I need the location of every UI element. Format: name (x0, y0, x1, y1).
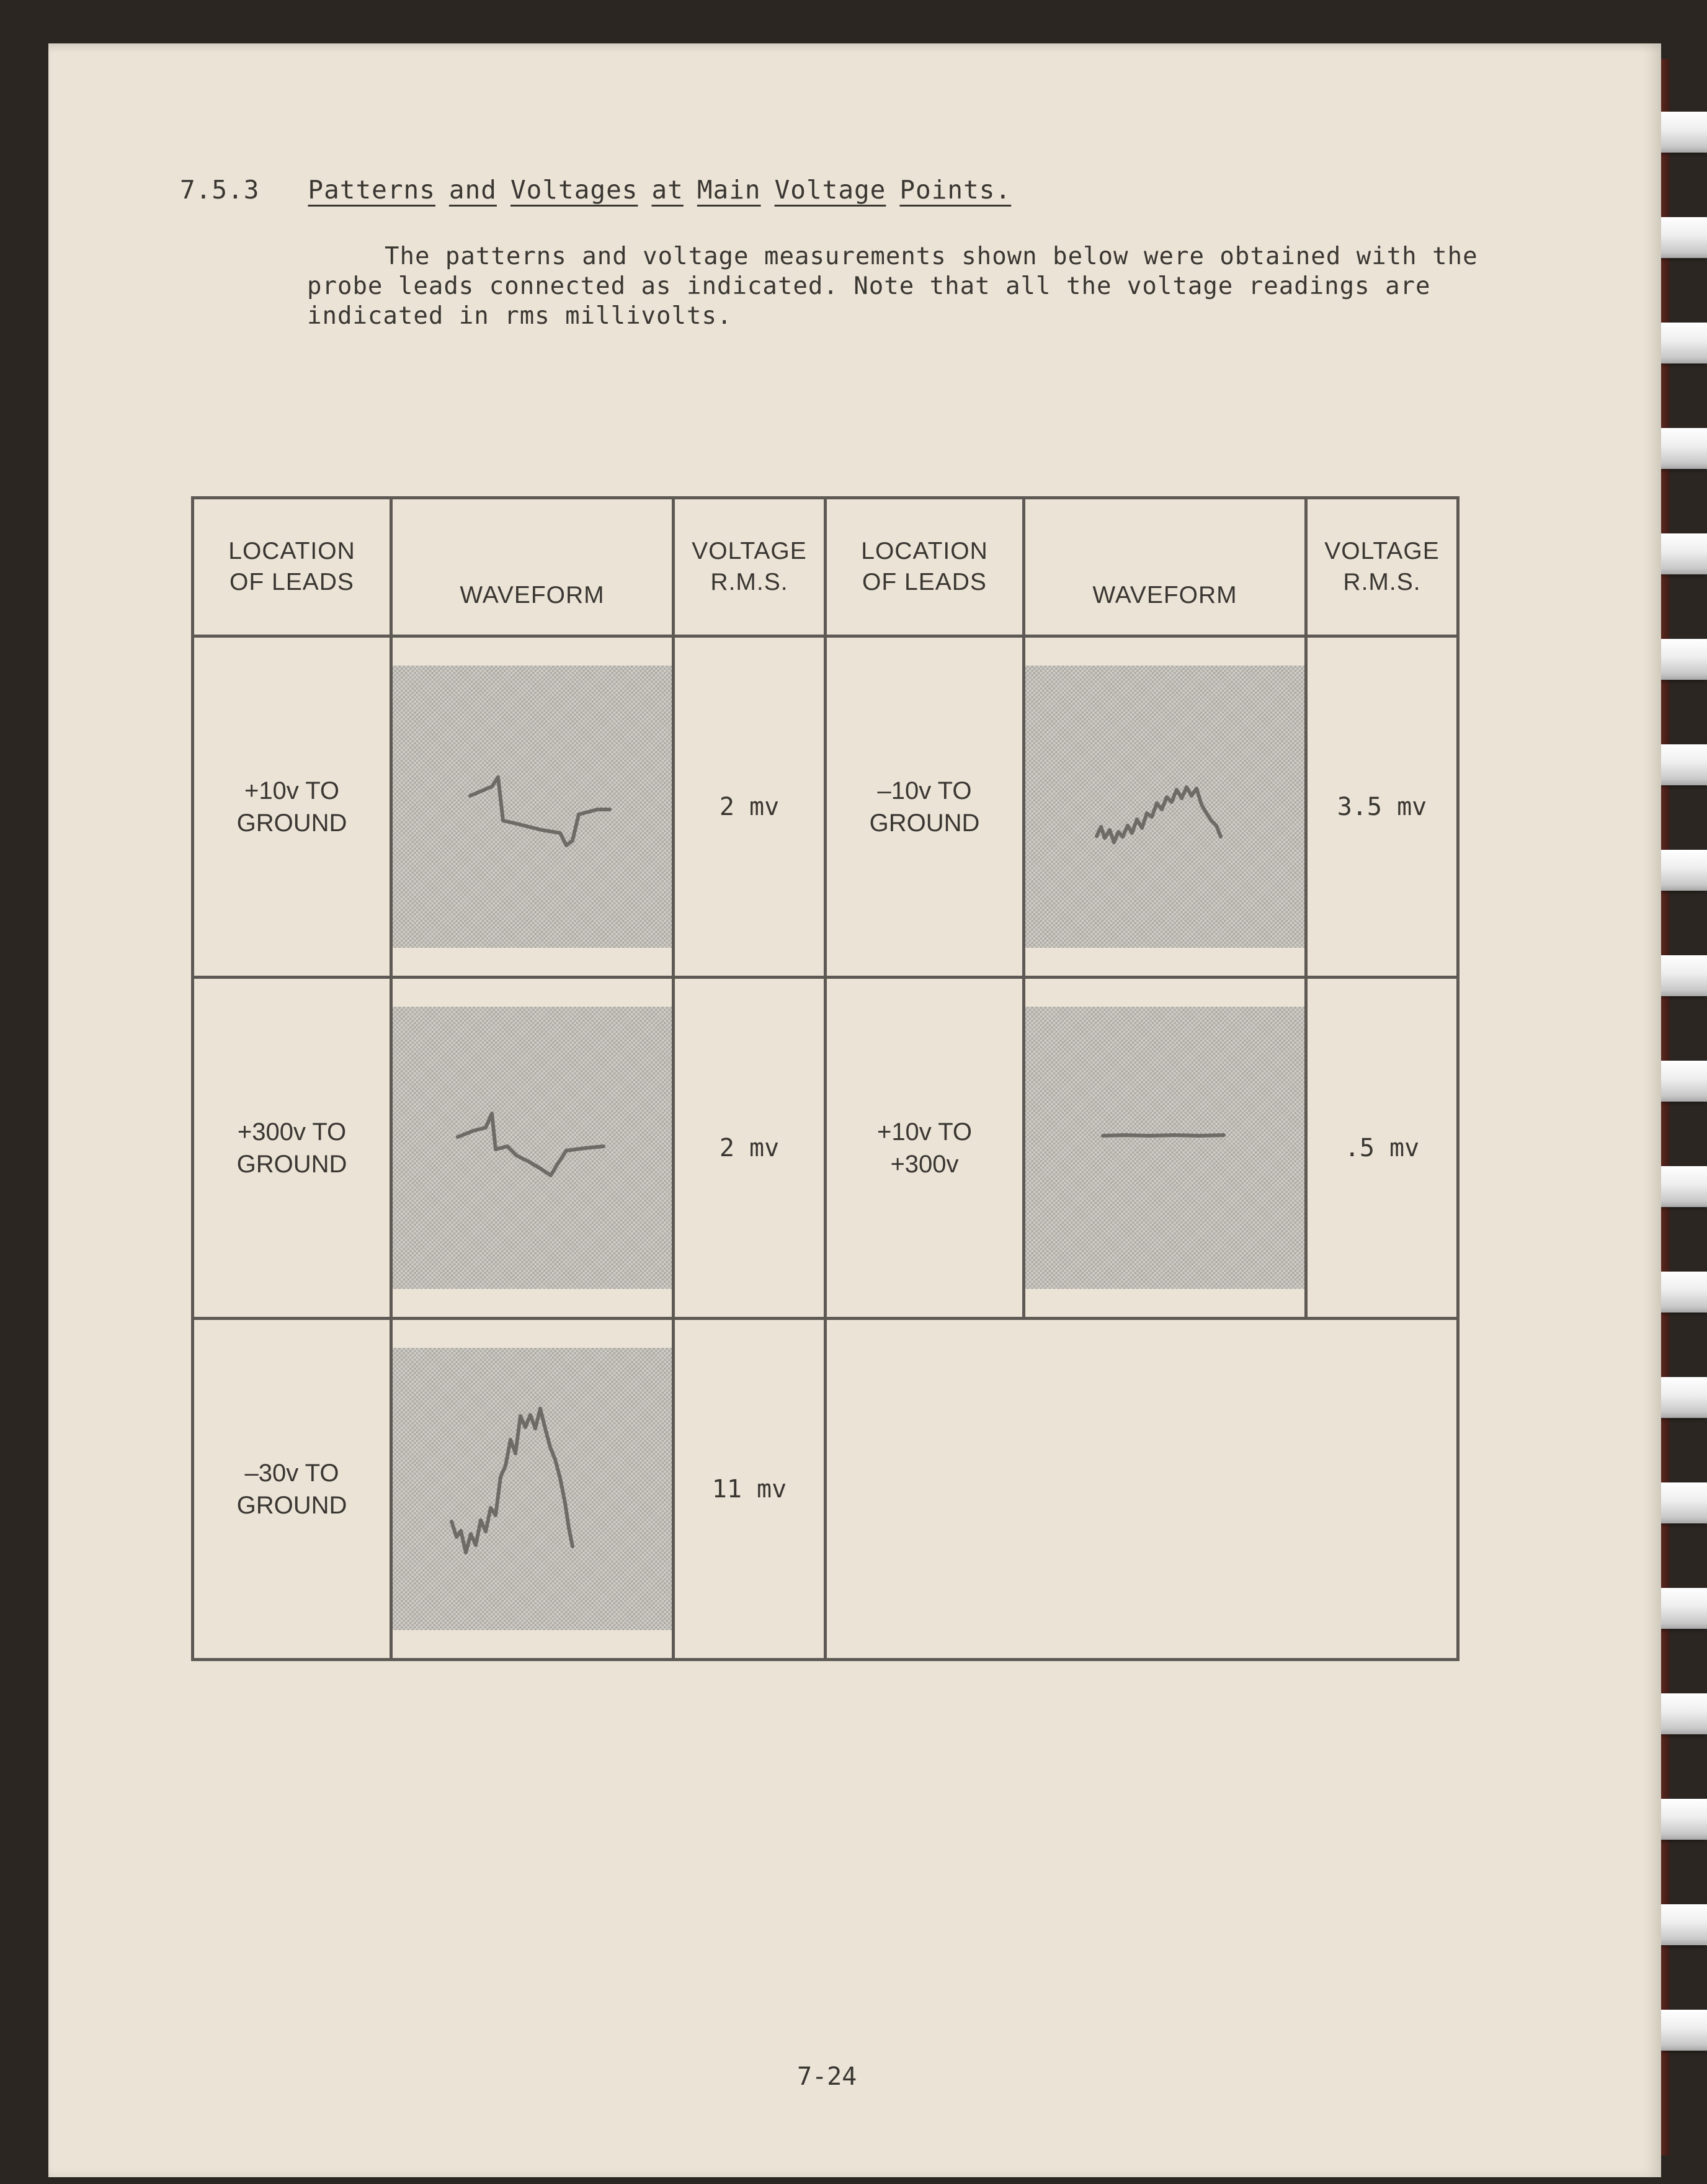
header-waveform: WAVEFORM (391, 498, 674, 636)
voltage-reading: .5 mv (1306, 978, 1458, 1319)
oscilloscope-trace (393, 666, 672, 948)
table-row (193, 978, 1458, 1319)
heading-word: Voltage (774, 175, 886, 205)
section-heading (180, 175, 1011, 205)
header-voltage: VOLTAGE R.M.S. (1306, 498, 1458, 636)
oscilloscope-trace (1025, 666, 1304, 948)
table-row (193, 636, 1458, 978)
step-down-icon (393, 666, 672, 948)
voltage-reading: 11 mv (674, 1319, 826, 1660)
waveform-cell (1024, 636, 1306, 978)
waveform-cell (391, 1319, 674, 1660)
waveform-cell (391, 978, 674, 1319)
heading-word: Main (697, 175, 761, 205)
waveform-cell (1024, 978, 1306, 1319)
table-row (193, 1319, 1458, 1660)
intro-paragraph (307, 242, 1523, 331)
waveform-table (191, 496, 1460, 1661)
heading-word: Patterns (308, 175, 435, 205)
tall-noisy-peak-icon (393, 1348, 672, 1630)
intro-text: The patterns and voltage measurements shown below were obtained with the probe leads connected as indicated. Note that all the voltage readings are indicated in rms millivolts. (307, 243, 1478, 330)
heading-word: and (448, 175, 497, 205)
flat-line-icon (1025, 1007, 1304, 1289)
lead-location: –30v TO GROUND (193, 1319, 391, 1660)
lead-location: +10v TO +300v (826, 978, 1024, 1319)
heading-word: Points. (899, 175, 1012, 205)
lead-location: +10v TO GROUND (193, 636, 391, 978)
heading-word: at (651, 175, 684, 205)
noisy-hump-icon (1025, 666, 1304, 948)
oscilloscope-trace (1025, 1007, 1304, 1289)
header-voltage: VOLTAGE R.M.S. (674, 498, 826, 636)
step-down-icon (393, 1007, 672, 1289)
header-location: LOCATION OF LEADS (826, 498, 1024, 636)
lead-location: –10v TO GROUND (826, 636, 1024, 978)
page-number: 7-24 (797, 2062, 857, 2091)
waveform-cell (391, 636, 674, 978)
voltage-reading: 2 mv (674, 636, 826, 978)
header-waveform: WAVEFORM (1024, 498, 1306, 636)
empty-table-cell (826, 1319, 1458, 1660)
heading-word: Voltages (510, 175, 638, 205)
oscilloscope-trace (393, 1348, 672, 1630)
oscilloscope-trace (393, 1007, 672, 1289)
header-location: LOCATION OF LEADS (193, 498, 391, 636)
lead-location: +300v TO GROUND (193, 978, 391, 1319)
voltage-reading: 3.5 mv (1306, 636, 1458, 978)
voltage-reading: 2 mv (674, 978, 826, 1319)
table-header-row (193, 498, 1458, 636)
section-number: 7.5.3 (180, 175, 260, 205)
